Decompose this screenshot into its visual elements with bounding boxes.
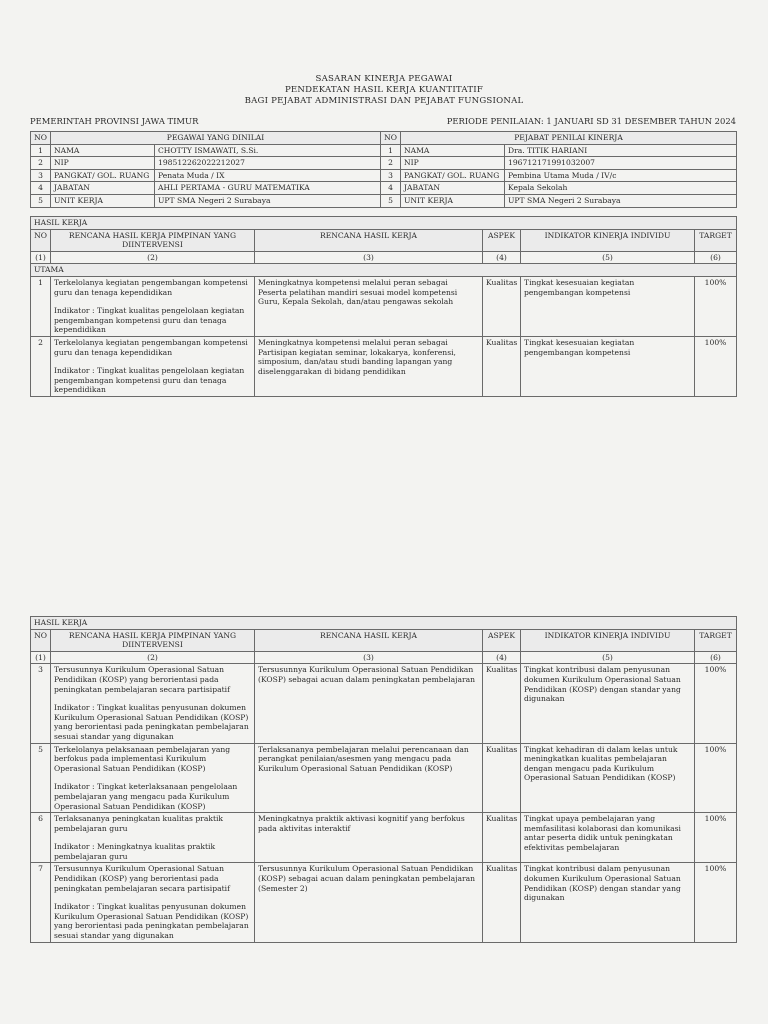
row-label: JABATAN bbox=[51, 182, 155, 195]
pegawai-nip: 198512262022212027 bbox=[155, 157, 381, 170]
iki-cell: Tingkat kesesuaian kegiatan pengembangan kompetensi bbox=[521, 336, 695, 396]
row-no: 1 bbox=[31, 144, 51, 157]
col-num: (4) bbox=[483, 651, 521, 664]
row-label-right: JABATAN bbox=[401, 182, 505, 195]
col-indikator: INDIKATOR KINERJA INDIVIDU bbox=[521, 229, 695, 251]
indikator-text: Indikator : Meningkatnya kualitas praktik pembelajaran guru bbox=[54, 842, 216, 861]
aspek-cell: Kualitas bbox=[483, 664, 521, 743]
periode-label: PERIODE PENILAIAN: 1 JANUARI SD 31 DESEMBER TAHUN 2024 bbox=[446, 116, 736, 126]
iki-cell: Tingkat kesesuaian kegiatan pengembangan kompetensi bbox=[521, 276, 695, 336]
pimpinan-text: Tersusunnya Kurikulum Operasional Satuan Pendidikan (KOSP) yang berorientasi pada peningkatan pembelajaran secara partisipatif bbox=[54, 864, 230, 893]
row-label: PANGKAT/ GOL. RUANG bbox=[51, 169, 155, 182]
rencana-cell: Terlaksananya pembelajaran melalui perencanaan dan perangkat penilaian/asesmen yang mengacu pada Kurikulum Operasional Satuan Pendidikan (KOSP) bbox=[255, 743, 483, 813]
pegawai-jabatan: AHLI PERTAMA - GURU MATEMATIKA bbox=[155, 182, 381, 195]
penilai-nip: 196712171991032007 bbox=[505, 157, 737, 170]
target-cell: 100% bbox=[695, 863, 737, 942]
hasil-header-row bbox=[31, 629, 737, 651]
col-num: (3) bbox=[255, 651, 483, 664]
table-row bbox=[31, 813, 737, 863]
instansi-label: PEMERINTAH PROVINSI JAWA TIMUR bbox=[30, 116, 199, 126]
pimpinan-cell bbox=[51, 664, 255, 743]
row-label-right: UNIT KERJA bbox=[401, 194, 505, 207]
col-num: (2) bbox=[51, 651, 255, 664]
pimpinan-cell bbox=[51, 743, 255, 813]
col-num: (5) bbox=[521, 251, 695, 264]
column-number-row bbox=[31, 251, 737, 264]
section-hasil-kerja: HASIL KERJA bbox=[31, 617, 737, 630]
penilai-nama: Dra. TITIK HARIANI bbox=[505, 144, 737, 157]
row-no: 5 bbox=[31, 743, 51, 813]
identity-row bbox=[31, 157, 737, 170]
table-row bbox=[31, 276, 737, 336]
header-subtitle-2: BAGI PEJABAT ADMINISTRASI DAN PEJABAT FUNGSIONAL bbox=[244, 96, 524, 106]
row-label: UNIT KERJA bbox=[51, 194, 155, 207]
iki-cell: Tingkat kontribusi dalam penyusunan dokumen Kurikulum Operasional Satuan Pendidikan (KOSP) dengan standar yang digunakan bbox=[521, 863, 695, 942]
aspek-cell: Kualitas bbox=[483, 336, 521, 396]
header-subtitle: PENDEKATAN HASIL KERJA KUANTITATIF bbox=[284, 85, 484, 95]
aspek-cell: Kualitas bbox=[483, 276, 521, 336]
section-utama: UTAMA bbox=[31, 264, 737, 277]
aspek-cell: Kualitas bbox=[483, 813, 521, 863]
indikator-text: Indikator : Tingkat kualitas pengelolaan kegiatan pengembangan kompetensi guru dan tenaga kependidikan bbox=[54, 306, 245, 335]
row-label-right: NIP bbox=[401, 157, 505, 170]
row-no: 2 bbox=[31, 336, 51, 396]
row-label: NIP bbox=[51, 157, 155, 170]
pimpinan-cell bbox=[51, 863, 255, 942]
rencana-cell: Tersusunnya Kurikulum Operasional Satuan Pendidikan (KOSP) sebagai acuan dalam peningkatan pembelajaran bbox=[255, 664, 483, 743]
rencana-cell: Meningkatnya praktik aktivasi kognitif yang berfokus pada aktivitas interaktif bbox=[255, 813, 483, 863]
col-target: TARGET bbox=[695, 629, 737, 651]
penilai-unit: UPT SMA Negeri 2 Surabaya bbox=[505, 194, 737, 207]
identity-row bbox=[31, 194, 737, 207]
identity-row bbox=[31, 182, 737, 195]
col-no: NO bbox=[31, 132, 51, 145]
section-hasil-kerja: HASIL KERJA bbox=[31, 217, 737, 230]
table-row bbox=[31, 336, 737, 396]
row-label-right: NAMA bbox=[401, 144, 505, 157]
col-pimpinan: RENCANA HASIL KERJA PIMPINAN YANG DIINTERVENSI bbox=[51, 629, 255, 651]
col-target: TARGET bbox=[695, 229, 737, 251]
col-num: (1) bbox=[31, 251, 51, 264]
col-rencana: RENCANA HASIL KERJA bbox=[255, 229, 483, 251]
hasil-header-row bbox=[31, 229, 737, 251]
col-num: (6) bbox=[695, 251, 737, 264]
row-label-right: PANGKAT/ GOL. RUANG bbox=[401, 169, 505, 182]
col-no-right: NO bbox=[381, 132, 401, 145]
target-cell: 100% bbox=[695, 813, 737, 863]
indikator-text: Indikator : Tingkat kualitas pengelolaan kegiatan pengembangan kompetensi guru dan tenaga kependidikan bbox=[54, 366, 245, 395]
row-no: 1 bbox=[31, 276, 51, 336]
aspek-cell: Kualitas bbox=[483, 863, 521, 942]
row-no: 3 bbox=[31, 169, 51, 182]
pimpinan-text: Terlaksananya peningkatan kualitas praktik pembelajaran guru bbox=[54, 814, 224, 833]
target-cell: 100% bbox=[695, 276, 737, 336]
aspek-cell: Kualitas bbox=[483, 743, 521, 813]
row-no-right: 1 bbox=[381, 144, 401, 157]
pegawai-unit: UPT SMA Negeri 2 Surabaya bbox=[155, 194, 381, 207]
pegawai-header: PEGAWAI YANG DINILAI bbox=[51, 132, 381, 145]
row-no: 3 bbox=[31, 664, 51, 743]
pegawai-pangkat: Penata Muda / IX bbox=[155, 169, 381, 182]
row-no: 2 bbox=[31, 157, 51, 170]
row-no-right: 4 bbox=[381, 182, 401, 195]
row-no-right: 3 bbox=[381, 169, 401, 182]
target-cell: 100% bbox=[695, 743, 737, 813]
col-num: (6) bbox=[695, 651, 737, 664]
row-no-right: 2 bbox=[381, 157, 401, 170]
identity-table bbox=[30, 131, 737, 208]
penilai-header: PEJABAT PENILAI KINERJA bbox=[401, 132, 737, 145]
col-aspek: ASPEK bbox=[483, 229, 521, 251]
pimpinan-text: Terkelolanya kegiatan pengembangan kompetensi guru dan tenaga kependidikan bbox=[54, 277, 248, 297]
target-cell: 100% bbox=[695, 336, 737, 396]
pimpinan-text: Terkelolanya kegiatan pengembangan kompetensi guru dan tenaga kependidikan bbox=[54, 337, 248, 357]
hasil-kerja-table bbox=[30, 216, 737, 397]
table-row bbox=[31, 863, 737, 942]
identity-row bbox=[31, 169, 737, 182]
rencana-cell: Meningkatnya kompetensi melalui peran sebagai Peserta pelatihan mandiri sesuai model kompetensi Guru, Kepala Sekolah, dan/atau pengawas sekolah bbox=[255, 276, 483, 336]
indikator-text: Indikator : Tingkat kualitas penyusunan dokumen Kurikulum Operasional Satuan Pendidikan (KOSP) yang berorientasi pada peningkatan pembelajaran sesuai standar yang digunakan bbox=[54, 902, 249, 941]
iki-cell: Tingkat kontribusi dalam penyusunan dokumen Kurikulum Operasional Satuan Pendidikan (KOSP) dengan standar yang digunakan bbox=[521, 664, 695, 743]
pimpinan-cell bbox=[51, 813, 255, 863]
row-no: 4 bbox=[31, 182, 51, 195]
col-num: (4) bbox=[483, 251, 521, 264]
col-no: NO bbox=[31, 229, 51, 251]
penilai-jabatan: Kepala Sekolah bbox=[505, 182, 737, 195]
row-no: 7 bbox=[31, 863, 51, 942]
target-cell: 100% bbox=[695, 664, 737, 743]
pimpinan-text: Terkelolanya pelaksanaan pembelajaran yang berfokus pada implementasi Kurikulum Operasional Satuan Pendidikan (KOSP) bbox=[54, 744, 231, 773]
col-indikator: INDIKATOR KINERJA INDIVIDU bbox=[521, 629, 695, 651]
document-header bbox=[0, 74, 768, 107]
table-row bbox=[31, 664, 737, 743]
header-title: SASARAN KINERJA PEGAWAI bbox=[315, 74, 453, 84]
col-num: (2) bbox=[51, 251, 255, 264]
row-label: NAMA bbox=[51, 144, 155, 157]
table-row bbox=[31, 743, 737, 813]
pimpinan-cell bbox=[51, 276, 255, 336]
iki-cell: Tingkat upaya pembelajaran yang memfasilitasi kolaborasi dan komunikasi antar peserta didik untuk peningkatan efektivitas pembelajaran bbox=[521, 813, 695, 863]
col-num: (5) bbox=[521, 651, 695, 664]
row-no: 6 bbox=[31, 813, 51, 863]
indikator-text: Indikator : Tingkat kualitas penyusunan dokumen Kurikulum Operasional Satuan Pendidikan (KOSP) yang berorientasi pada peningkatan pembelajaran sesuai standar yang digunakan bbox=[54, 703, 249, 741]
hasil-kerja-table-continued bbox=[30, 616, 737, 943]
column-number-row bbox=[31, 651, 737, 664]
col-no: NO bbox=[31, 629, 51, 651]
iki-cell: Tingkat kehadiran di dalam kelas untuk meningkatkan kualitas pembelajaran dengan mengacu pada Kurikulum Operasional Satuan Pendidikan (KOSP) bbox=[521, 743, 695, 813]
row-no-right: 5 bbox=[381, 194, 401, 207]
col-rencana: RENCANA HASIL KERJA bbox=[255, 629, 483, 651]
identity-row bbox=[31, 144, 737, 157]
row-no: 5 bbox=[31, 194, 51, 207]
penilai-pangkat: Pembina Utama Muda / IV/c bbox=[505, 169, 737, 182]
col-aspek: ASPEK bbox=[483, 629, 521, 651]
rencana-cell: Meningkatnya kompetensi melalui peran sebagai Partisipan kegiatan seminar, lokakarya, konferensi, simposium, dan/atau studi banding lapangan yang diselenggarakan di bidang pendidikan bbox=[255, 336, 483, 396]
col-pimpinan: RENCANA HASIL KERJA PIMPINAN YANG DIINTERVENSI bbox=[51, 229, 255, 251]
rencana-cell: Tersusunnya Kurikulum Operasional Satuan Pendidikan (KOSP) sebagai acuan dalam peningkatan pembelajaran (Semester 2) bbox=[255, 863, 483, 942]
col-num: (1) bbox=[31, 651, 51, 664]
pegawai-nama: CHOTTY ISMAWATI, S.Si. bbox=[155, 144, 381, 157]
col-num: (3) bbox=[255, 251, 483, 264]
pimpinan-text: Tersusunnya Kurikulum Operasional Satuan Pendidikan (KOSP) yang berorientasi pada peningkatan pembelajaran secara partisipatif bbox=[54, 665, 230, 694]
indikator-text: Indikator : Tingkat keterlaksanaan pengelolaan pembelajaran yang mengacu pada Kurikulum Operasional Satuan Pendidikan (KOSP) bbox=[54, 782, 238, 811]
identity-header-row bbox=[31, 132, 737, 145]
pimpinan-cell bbox=[51, 336, 255, 396]
